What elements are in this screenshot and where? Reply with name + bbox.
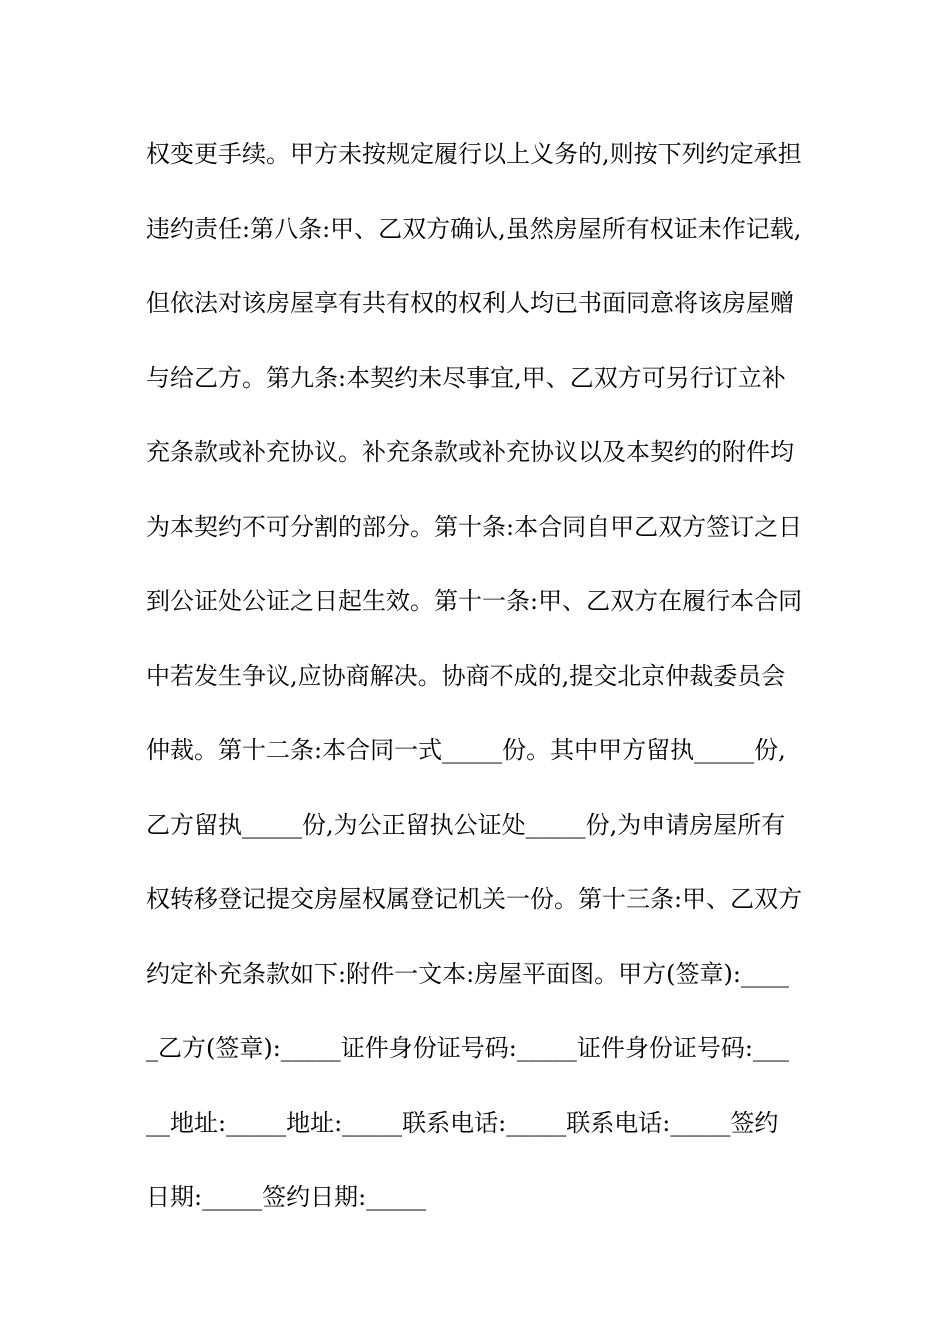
contract-body-text [146,130,816,1248]
text-line-8: 中若发生争议,应协商解决。协商不成的,提交北京仲裁委员会 [146,661,786,690]
text-line-15: 日期:_____签约日期:_____ [146,1183,427,1211]
text-line-7: 到公证处公证之日起生效。第十一条:甲、乙双方在履行本合同 [146,587,803,615]
text-line-9: 仲裁。第十二条:本合同一式_____份。其中甲方留执_____份, [146,736,786,764]
text-line-14: __地址:_____地址:_____联系电话:_____联系电话:_____签约 [146,1108,779,1137]
text-line-13: _乙方(签章):_____证件身份证号码:_____证件身份证号码:___ [146,1034,789,1062]
text-line-5: 充条款或补充协议。补充条款或补充协议以及本契约的附件均 [146,438,794,466]
text-line-12: 约定补充条款如下:附件一文本:房屋平面图。甲方(签章):____ [146,959,789,988]
text-line-6: 为本契约不可分割的部分。第十条:本合同自甲乙双方签订之日 [146,512,803,541]
text-line-1: 权变更手续。甲方未按规定履行以上义务的,则按下列约定承担 [146,140,802,168]
text-line-3: 但依法对该房屋享有共有权的权利人均已书面同意将该房屋赠 [146,289,794,317]
text-line-4: 与给乙方。第九条:本契约未尽事宜,甲、乙双方可另行订立补 [146,363,786,392]
text-line-2: 违约责任:第八条:甲、乙双方确认,虽然房屋所有权证未作记载, [146,214,802,243]
text-line-10: 乙方留执_____份,为公正留执公证处_____份,为申请房屋所有 [146,810,786,839]
text-line-11: 权转移登记提交房屋权属登记机关一份。第十三条:甲、乙双方 [146,885,803,913]
